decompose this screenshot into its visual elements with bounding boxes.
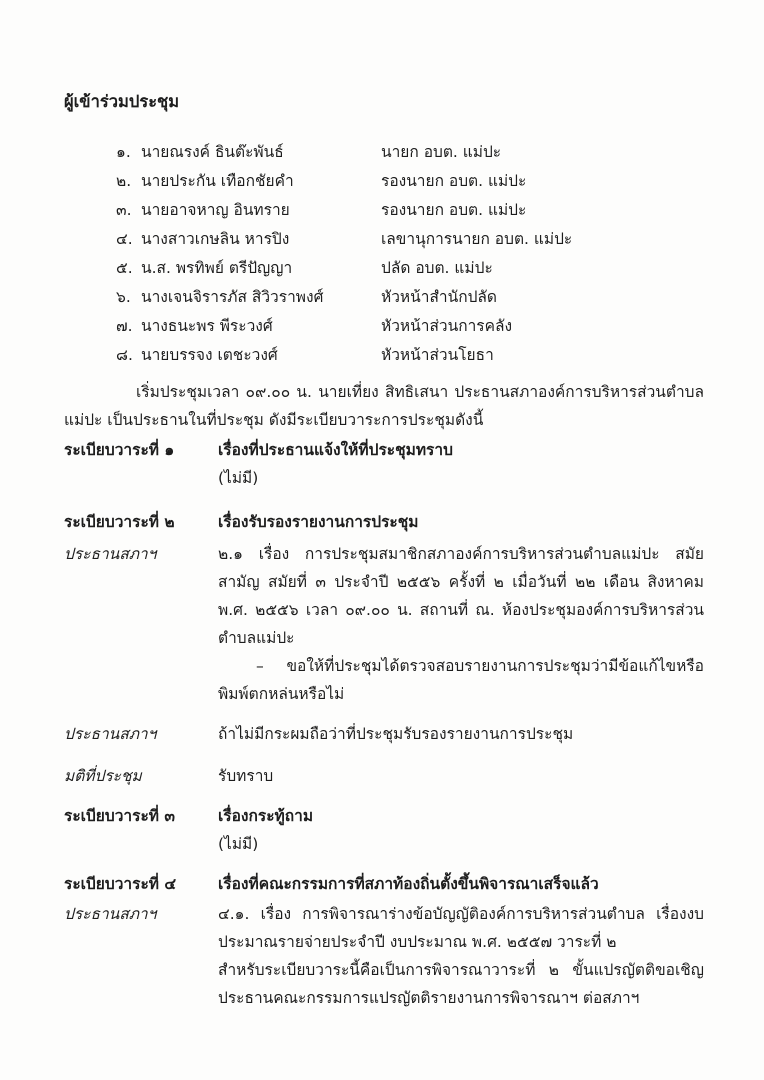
attendee-row [116,254,704,283]
agenda-2-item-content [218,540,704,708]
attendee-position: หัวหน้าส่วนการคลัง [381,317,513,335]
agenda-2-resolution-block [64,762,704,790]
attendee-name: นางธนะพร พีระวงศ์ [141,317,273,335]
agenda-1-title: เรื่องที่ประธานแจ้งให้ที่ประชุมทราบ [218,441,453,459]
attendees-heading: ผู้เข้าร่วมประชุม [64,92,180,111]
attendee-position: เลขานุการนายก อบต. แม่ปะ [381,230,573,248]
attendee-name: นายบรรจง เตชะวงศ์ [141,346,278,364]
attendee-row [116,225,704,254]
agenda-item-4 [64,870,704,898]
agenda-3-title: เรื่องกระทู้ถาม [218,807,314,825]
agenda-4-item-text: ๔.๑. เรื่อง การพิจารณาร่างข้อบัญญัติองค์การบริหารส่วนตำบล เรื่องงบประมาณรายจ่ายประจำปี งบประมาณ พ.ศ. ๒๕๕๗ วาระที่ ๒ [218,905,704,951]
attendee-number: ๑. [116,143,131,161]
attendee-list [64,138,704,370]
speaker-label: ประธานสภาฯ [64,725,157,743]
attendee-row [116,167,704,196]
agenda-4-label: ระเบียบวาระที่ ๔ [64,875,177,893]
attendee-name: น.ส. พรทิพย์ ตรีปัญญา [141,259,293,277]
agenda-4-item-text2: สำหรับระเบียบวาระนี้คือเป็นการพิจารณาวาระที่ ๒ ขั้นแปรญัตติขอเชิญประธานคณะกรรมการแปรญัตติรายงานการพิจารณาฯ ต่อสภาฯ [218,961,704,1007]
agenda-2-chairman-text: ถ้าไม่มีกระผมถือว่าที่ประชุมรับรองรายงานการประชุม [218,725,574,743]
attendee-name: นายอาจหาญ อินทราย [141,201,290,219]
agenda-item-2 [64,508,704,536]
attendee-position: นายก อบต. แม่ปะ [381,143,502,161]
agenda-2-item-text: ๒.๑ เรื่อง การประชุมสมาชิกสภาองค์การบริหารส่วนตำบลแม่ปะ สมัยสามัญ สมัยที่ ๓ ประจำปี ๒๕๕๖ ครั้งที่ ๒ เมื่อวันที่ ๒๒ เดือน สิงหาคม พ.ศ. ๒๕๕๖ เวลา ๐๙.๐๐ น. สถานที่ ณ. ห้องประชุมองค์การบริหารส่วนตำบลแม่ปะ [218,545,704,647]
attendee-row [116,312,704,341]
attendee-name: นางสาวเกษลิน หารปิง [141,230,290,248]
agenda-4-item-content [218,900,704,1012]
attendee-name: นายณรงค์ ธินต๊ะพันธ์ [141,143,284,161]
agenda-item-3 [64,802,704,858]
attendee-number: ๔. [116,230,133,248]
attendee-number: ๓. [116,201,132,219]
attendee-position: รองนายก อบต. แม่ปะ [381,201,527,219]
agenda-2-item-block [64,540,704,708]
attendee-position: ปลัด อบต. แม่ปะ [381,259,493,277]
speaker-label: ประธานสภาฯ [64,905,157,923]
attendee-number: ๕. [116,259,133,277]
attendee-position: หัวหน้าส่วนโยธา [381,346,494,364]
attendee-number: ๗. [116,317,133,335]
attendee-number: ๒. [116,172,132,190]
agenda-3-content [218,802,704,858]
attendee-position: รองนายก อบต. แม่ปะ [381,172,527,190]
attendee-row [116,196,704,225]
agenda-1-content [218,436,704,492]
speaker-label: ประธานสภาฯ [64,545,157,563]
attendee-name: นางเจนจิรารภัส สิวิวราพงศ์ [141,288,324,306]
opening-paragraph: เริ่มประชุมเวลา ๐๙.๐๐ น. นายเที่ยง สิทธิเสนา ประธานสภาองค์การบริหารส่วนตำบลแม่ปะ เป็นประธานในที่ประชุม ดังมีระเบียบวาระการประชุมดังนี้ [64,383,704,429]
agenda-4-item-block [64,900,704,1012]
agenda-2-chairman-block [64,720,704,748]
attendee-row [116,138,704,167]
agenda-4-title: เรื่องที่คณะกรรมการที่สภาท้องถิ่นตั้งขึ้นพิจารณาเสร็จแล้ว [218,875,599,893]
agenda-1-label: ระเบียบวาระที่ ๑ [64,441,175,459]
agenda-item-1 [64,436,704,492]
attendee-row [116,283,704,312]
agenda-2-title: เรื่องรับรองรายงานการประชุม [218,513,419,531]
attendee-number: ๘. [116,346,133,364]
agenda-3-label: ระเบียบวาระที่ ๓ [64,807,175,825]
agenda-2-item-note: – ขอให้ที่ประชุมได้ตรวจสอบรายงานการประชุมว่ามีข้อแก้ไขหรือพิมพ์ตกหล่นหรือไม่ [218,657,704,703]
agenda-2-resolution-text: รับทราบ [218,767,274,785]
agenda-1-note: (ไม่มี) [218,469,259,487]
attendee-position: หัวหน้าสำนักปลัด [381,288,497,306]
attendee-name: นายประกัน เทือกชัยคำ [141,172,294,190]
attendee-row [116,341,704,370]
attendee-number: ๖. [116,288,131,306]
agenda-3-note: (ไม่มี) [218,835,259,853]
resolution-label: มติที่ประชุม [64,767,142,785]
agenda-2-label: ระเบียบวาระที่ ๒ [64,513,175,531]
